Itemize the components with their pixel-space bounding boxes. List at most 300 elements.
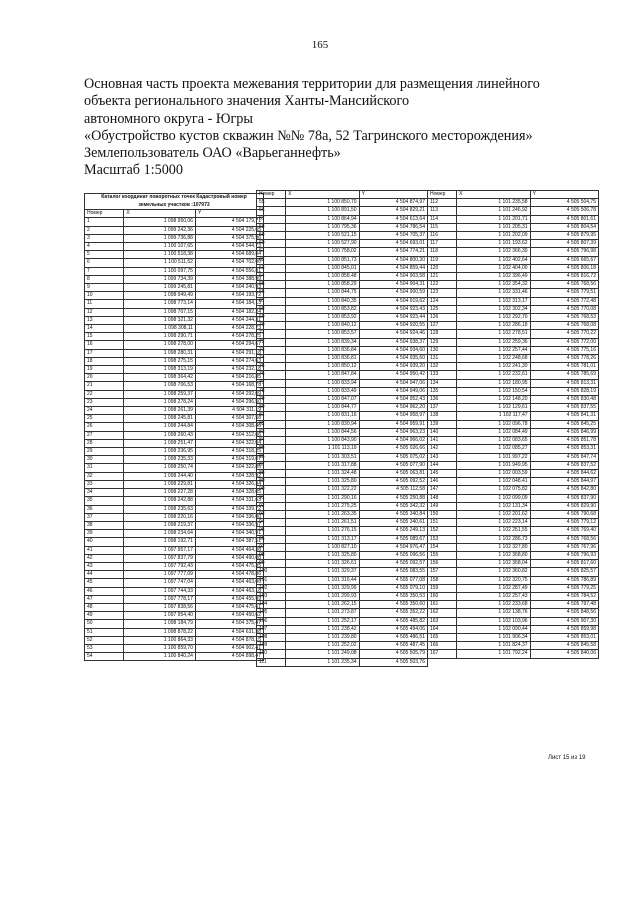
heading-line: Основная часть проекта межевания территории для размещения линейного (84, 76, 540, 92)
x-coordinate: 1 101 252,02 (286, 642, 360, 650)
y-coordinate: 4 505 665,67 (530, 256, 598, 264)
y-coordinate: 4 504 228,73 (195, 325, 263, 333)
y-coordinate: 4 505 796,93 (530, 551, 598, 559)
y-coordinate: 4 505 342,32 (359, 502, 427, 510)
point-number: 9 (85, 284, 124, 292)
table-row (257, 650, 428, 658)
y-coordinate: 4 504 318,25 (195, 448, 263, 456)
point-number: 68 (257, 305, 286, 313)
x-coordinate: 1 097 838,56 (124, 603, 196, 611)
x-coordinate: 1 102 083,65 (457, 437, 531, 445)
point-number: 79 (257, 396, 286, 404)
x-coordinate: 1 099 245,81 (124, 284, 196, 292)
coordinates-table-3 (427, 190, 599, 659)
heading-line: «Обустройство кустов скважин №№ 78а, 52 Тагринского месторождения» (84, 127, 533, 144)
x-coordinate: 1 097 954,40 (124, 612, 196, 620)
point-number: 77 (257, 379, 286, 387)
x-coordinate: 1 098 950,06 (124, 218, 196, 226)
table-row (428, 486, 599, 494)
point-number: 42 (85, 554, 124, 562)
x-coordinate: 1 100 521,15 (286, 232, 360, 240)
x-coordinate: 1 102 223,14 (457, 519, 531, 527)
x-coordinate: 1 101 326,61 (286, 560, 360, 568)
table-row (257, 642, 428, 650)
table-row (428, 494, 599, 502)
table-row (428, 346, 599, 354)
table-row (428, 502, 599, 510)
point-number: 47 (85, 595, 124, 603)
point-number: 76 (257, 371, 286, 379)
x-coordinate: 1 098 235,33 (124, 456, 196, 464)
y-coordinate: 4 504 829,21 (359, 207, 427, 215)
coordinates-table-1 (84, 193, 264, 661)
y-coordinate: 4 505 781,01 (530, 363, 598, 371)
y-coordinate: 4 504 307,58 (195, 415, 263, 423)
y-coordinate: 4 504 939,20 (359, 363, 427, 371)
x-coordinate: 1 102 259,36 (457, 338, 531, 346)
point-number: 22 (85, 390, 124, 398)
x-coordinate: 1 098 220,16 (124, 513, 196, 521)
y-coordinate: 4 504 950,42 (359, 371, 427, 379)
y-coordinate: 4 505 486,51 (359, 633, 427, 641)
x-coordinate: 1 102 148,20 (457, 396, 531, 404)
y-coordinate: 4 504 240,93 (195, 284, 263, 292)
table-row (257, 338, 428, 346)
y-coordinate: 4 505 844,62 (530, 469, 598, 477)
x-coordinate: 1 102 085,27 (457, 445, 531, 453)
table-row (257, 314, 428, 322)
table-row (428, 420, 599, 428)
y-coordinate: 4 505 768,56 (530, 281, 598, 289)
point-number: 128 (428, 330, 457, 338)
x-coordinate: 1 102 360,82 (457, 568, 531, 576)
point-number: 36 (85, 505, 124, 513)
table-row (428, 215, 599, 223)
table-row (257, 502, 428, 510)
x-coordinate: 1 101 201,71 (457, 215, 531, 223)
x-coordinate: 1 098 235,63 (124, 505, 196, 513)
x-coordinate: 1 097 747,04 (124, 579, 196, 587)
point-number: 41 (85, 546, 124, 554)
point-number: 141 (428, 437, 457, 445)
point-number: 148 (428, 494, 457, 502)
x-coordinate: 1 102 117,47 (457, 412, 531, 420)
point-number: 19 (85, 366, 124, 374)
y-coordinate: 4 504 966,02 (359, 437, 427, 445)
point-number: 34 (85, 489, 124, 497)
point-number: 102 (257, 584, 286, 592)
column-header-x: X (457, 191, 531, 199)
point-number: 5 (85, 251, 124, 259)
column-header-number: Номер (428, 191, 457, 199)
table-row (257, 264, 428, 272)
y-coordinate: 4 505 879,95 (530, 232, 598, 240)
x-coordinate: 1 100 830,94 (286, 420, 360, 428)
point-number: 146 (428, 478, 457, 486)
y-coordinate: 4 504 291,18 (195, 349, 263, 357)
table-row (428, 330, 599, 338)
point-number: 127 (428, 322, 457, 330)
table-row (257, 551, 428, 559)
point-number: 35 (85, 497, 124, 505)
table-row (257, 543, 428, 551)
x-coordinate: 1 101 290,16 (286, 494, 360, 502)
x-coordinate: 1 100 518,38 (124, 251, 196, 259)
x-coordinate: 1 101 261,51 (286, 519, 360, 527)
table-row (85, 357, 264, 365)
x-coordinate: 1 100 758,02 (286, 248, 360, 256)
table-caption: Каталог координат поворотных точек Кадастровый номер земельных участков :107973 (85, 194, 264, 210)
table-row (428, 535, 599, 543)
point-number: 118 (428, 248, 457, 256)
point-number: 70 (257, 322, 286, 330)
x-coordinate: 1 100 097,75 (124, 267, 196, 275)
x-coordinate: 1 102 278,51 (457, 330, 531, 338)
table-row (85, 546, 264, 554)
point-number: 62 (257, 256, 286, 264)
y-coordinate: 4 504 919,62 (359, 297, 427, 305)
point-number: 126 (428, 314, 457, 322)
table-row (85, 595, 264, 603)
table-row (85, 275, 264, 283)
point-number: 6 (85, 259, 124, 267)
point-number: 14 (85, 325, 124, 333)
table-row (428, 642, 599, 650)
y-coordinate: 4 504 292,09 (195, 390, 263, 398)
table-row (428, 560, 599, 568)
point-number: 165 (428, 633, 457, 641)
table-row (257, 297, 428, 305)
point-number: 83 (257, 428, 286, 436)
point-number: 66 (257, 289, 286, 297)
point-number: 130 (428, 346, 457, 354)
y-coordinate: 4 504 463,06 (195, 579, 263, 587)
point-number: 109 (257, 642, 286, 650)
point-number: 142 (428, 445, 457, 453)
point-number: 31 (85, 464, 124, 472)
point-number: 49 (85, 612, 124, 620)
y-coordinate: 4 505 837,52 (530, 461, 598, 469)
x-coordinate: 1 102 003,59 (457, 469, 531, 477)
x-coordinate: 1 100 833,49 (286, 387, 360, 395)
point-number: 85 (257, 445, 286, 453)
y-coordinate: 4 505 092,57 (359, 560, 427, 568)
point-number: 145 (428, 469, 457, 477)
y-coordinate: 4 504 463,18 (195, 587, 263, 595)
point-number: 131 (428, 355, 457, 363)
table-row (257, 387, 428, 395)
table-row (257, 445, 428, 453)
x-coordinate: 1 098 773,14 (124, 300, 196, 308)
x-coordinate: 1 101 329,99 (286, 584, 360, 592)
table-row (257, 371, 428, 379)
table-row (428, 543, 599, 551)
x-coordinate: 1 098 290,71 (124, 333, 196, 341)
x-coordinate: 1 098 364,42 (124, 374, 196, 382)
table-row (85, 603, 264, 611)
x-coordinate: 1 100 511,52 (124, 259, 196, 267)
y-coordinate: 4 504 478,86 (195, 571, 263, 579)
y-coordinate: 4 504 693,01 (359, 240, 427, 248)
x-coordinate: 1 099 242,36 (124, 226, 196, 234)
x-coordinate: 1 102 287,49 (457, 584, 531, 592)
x-coordinate: 1 102 232,61 (457, 371, 531, 379)
point-number: 55 (257, 199, 286, 207)
point-number: 124 (428, 297, 457, 305)
y-coordinate: 4 505 505,79 (359, 650, 427, 658)
x-coordinate: 1 101 238,42 (286, 625, 360, 633)
x-coordinate: 1 100 858,29 (286, 281, 360, 289)
x-coordinate: 1 097 792,43 (124, 562, 196, 570)
y-coordinate: 4 505 769,40 (530, 527, 598, 535)
table-row (85, 571, 264, 579)
table-row (257, 256, 428, 264)
point-number: 158 (428, 576, 457, 584)
point-number: 80 (257, 404, 286, 412)
x-coordinate: 1 099 734,39 (124, 275, 196, 283)
y-coordinate: 4 505 842,80 (530, 486, 598, 494)
table-row (257, 396, 428, 404)
page-number: 165 (311, 39, 329, 51)
x-coordinate: 1 098 321,32 (124, 316, 196, 324)
x-coordinate: 1 097 777,09 (124, 571, 196, 579)
y-coordinate: 4 505 504,75 (530, 199, 598, 207)
table-row (85, 431, 264, 439)
point-number: 116 (428, 232, 457, 240)
x-coordinate: 1 102 302,34 (457, 305, 531, 313)
y-coordinate: 4 504 184,13 (195, 300, 263, 308)
table-row (428, 264, 599, 272)
x-coordinate: 1 101 252,17 (286, 617, 360, 625)
x-coordinate: 1 101 322,22 (286, 486, 360, 494)
y-coordinate: 4 505 844,97 (530, 478, 598, 486)
heading-line: объекта регионального значения Ханты-Мансийского (84, 93, 410, 110)
x-coordinate: 1 098 227,28 (124, 489, 196, 497)
x-coordinate: 1 102 233,68 (457, 601, 531, 609)
point-number: 97 (257, 543, 286, 551)
x-coordinate: 1 102 075,82 (457, 486, 531, 494)
table-row (85, 612, 264, 620)
y-coordinate: 4 504 328,05 (195, 489, 263, 497)
point-number: 94 (257, 519, 286, 527)
x-coordinate: 1 100 831,16 (286, 412, 360, 420)
table-row (428, 527, 599, 535)
x-coordinate: 1 100 864,33 (124, 636, 196, 644)
x-coordinate: 1 102 150,54 (457, 387, 531, 395)
point-number: 74 (257, 355, 286, 363)
table-row (85, 267, 264, 275)
y-coordinate: 4 504 923,43 (359, 305, 427, 313)
y-coordinate: 4 505 779,12 (530, 519, 598, 527)
x-coordinate: 1 101 324,48 (286, 469, 360, 477)
x-coordinate: 1 098 219,37 (124, 521, 196, 529)
table-row (428, 289, 599, 297)
point-number: 57 (257, 215, 286, 223)
x-coordinate: 1 101 246,92 (457, 207, 531, 215)
table-row (85, 234, 264, 242)
y-coordinate: 4 505 825,57 (530, 568, 598, 576)
y-coordinate: 4 505 846,99 (530, 428, 598, 436)
table-row (428, 617, 599, 625)
table-row (257, 379, 428, 387)
y-coordinate: 4 504 225,65 (195, 226, 263, 234)
y-coordinate: 4 504 375,47 (195, 620, 263, 628)
table-row (257, 240, 428, 248)
table-row (85, 259, 264, 267)
y-coordinate: 4 505 494,06 (359, 625, 427, 633)
point-number: 150 (428, 510, 457, 518)
point-number: 78 (257, 387, 286, 395)
y-coordinate: 4 505 907,30 (530, 617, 598, 625)
point-number: 92 (257, 502, 286, 510)
column-header-y: Y (530, 191, 598, 199)
x-coordinate: 1 101 824,37 (457, 642, 531, 650)
y-coordinate: 4 504 336,97 (195, 521, 263, 529)
x-coordinate: 1 102 396,49 (457, 273, 531, 281)
y-coordinate: 4 504 475,61 (195, 603, 263, 611)
point-number: 108 (257, 633, 286, 641)
y-coordinate: 4 504 556,81 (195, 267, 263, 275)
y-coordinate: 4 505 089,67 (359, 535, 427, 543)
table-row (257, 469, 428, 477)
table-row (85, 497, 264, 505)
y-coordinate: 4 504 331,63 (195, 497, 263, 505)
point-number: 53 (85, 644, 124, 652)
table-row (85, 349, 264, 357)
y-coordinate: 4 504 244,31 (195, 316, 263, 324)
y-coordinate: 4 504 959,91 (359, 420, 427, 428)
x-coordinate: 1 098 250,74 (124, 464, 196, 472)
point-number: 91 (257, 494, 286, 502)
y-coordinate: 4 505 768,08 (530, 322, 598, 330)
x-coordinate: 1 102 292,70 (457, 314, 531, 322)
table-row (85, 464, 264, 472)
table-row (428, 297, 599, 305)
x-coordinate: 1 101 239,80 (286, 633, 360, 641)
y-coordinate: 4 504 934,60 (359, 346, 427, 354)
point-number: 20 (85, 374, 124, 382)
point-number: 132 (428, 363, 457, 371)
point-number: 93 (257, 510, 286, 518)
x-coordinate: 1 102 331,46 (457, 289, 531, 297)
x-coordinate: 1 101 263,35 (286, 510, 360, 518)
table-row (428, 199, 599, 207)
y-coordinate: 4 505 075,02 (359, 453, 427, 461)
point-number: 133 (428, 371, 457, 379)
x-coordinate: 1 101 325,80 (286, 478, 360, 486)
table-row (85, 398, 264, 406)
y-coordinate: 4 504 613,64 (359, 215, 427, 223)
point-number: 115 (428, 223, 457, 231)
point-number: 105 (257, 609, 286, 617)
point-number: 60 (257, 240, 286, 248)
table-row (85, 341, 264, 349)
point-number: 27 (85, 431, 124, 439)
point-number: 100 (257, 568, 286, 576)
x-coordinate: 1 098 707,15 (124, 308, 196, 316)
column-header-y: Y (359, 191, 427, 199)
point-number: 86 (257, 453, 286, 461)
table-row (85, 636, 264, 644)
x-coordinate: 1 102 090,44 (457, 625, 531, 633)
x-coordinate: 1 102 286,73 (457, 535, 531, 543)
y-coordinate: 4 505 770,08 (530, 305, 598, 313)
y-coordinate: 4 504 296,50 (195, 398, 263, 406)
table-row (257, 592, 428, 600)
x-coordinate: 1 100 795,36 (286, 223, 360, 231)
x-coordinate: 1 098 229,81 (124, 480, 196, 488)
x-coordinate: 1 100 827,10 (286, 543, 360, 551)
y-coordinate: 4 505 785,69 (530, 371, 598, 379)
document-heading (84, 76, 604, 180)
point-number: 3 (85, 234, 124, 242)
table-row (257, 486, 428, 494)
table-row (85, 521, 264, 529)
point-number: 134 (428, 379, 457, 387)
point-number: 99 (257, 560, 286, 568)
point-number: 147 (428, 486, 457, 494)
table-row (257, 633, 428, 641)
x-coordinate: 1 101 205,31 (457, 223, 531, 231)
point-number: 113 (428, 207, 457, 215)
y-coordinate: 4 504 168,78 (195, 382, 263, 390)
y-coordinate: 4 504 952,43 (359, 396, 427, 404)
y-coordinate: 4 504 902,41 (195, 644, 263, 652)
table-row (428, 248, 599, 256)
table-row (85, 325, 264, 333)
point-number: 90 (257, 486, 286, 494)
table-row (428, 650, 599, 658)
point-number: 1 (85, 218, 124, 226)
table-row (85, 562, 264, 570)
x-coordinate: 1 102 241,30 (457, 363, 531, 371)
table-row (428, 314, 599, 322)
point-number: 89 (257, 478, 286, 486)
point-number: 15 (85, 333, 124, 341)
x-coordinate: 1 100 850,70 (286, 199, 360, 207)
table-row (85, 620, 264, 628)
y-coordinate: 4 504 689,84 (195, 251, 263, 259)
table-row (428, 379, 599, 387)
table-row (428, 625, 599, 633)
table-row (428, 445, 599, 453)
point-number: 4 (85, 243, 124, 251)
table-row (257, 601, 428, 609)
y-coordinate: 4 504 786,54 (359, 223, 427, 231)
x-coordinate: 1 101 193,62 (457, 240, 531, 248)
x-coordinate: 1 097 957,17 (124, 546, 196, 554)
table-row (85, 472, 264, 480)
point-number: 140 (428, 428, 457, 436)
x-coordinate: 1 102 048,41 (457, 478, 531, 486)
x-coordinate: 1 102 368,80 (457, 551, 531, 559)
x-coordinate: 1 098 245,81 (124, 415, 196, 423)
point-number: 67 (257, 297, 286, 305)
x-coordinate: 1 102 180,95 (457, 379, 531, 387)
y-coordinate: 4 504 938,37 (359, 338, 427, 346)
table-row (257, 609, 428, 617)
table-row (85, 243, 264, 251)
x-coordinate: 1 101 235,34 (286, 658, 360, 666)
x-coordinate: 1 102 129,61 (457, 404, 531, 412)
x-coordinate: 1 101 262,15 (286, 601, 360, 609)
x-coordinate: 1 100 840,12 (286, 322, 360, 330)
y-coordinate: 4 505 845,58 (530, 642, 598, 650)
y-coordinate: 4 505 845,25 (530, 420, 598, 428)
y-coordinate: 4 505 767,96 (530, 543, 598, 551)
point-number: 54 (85, 653, 124, 661)
y-coordinate: 4 505 770,22 (530, 330, 598, 338)
